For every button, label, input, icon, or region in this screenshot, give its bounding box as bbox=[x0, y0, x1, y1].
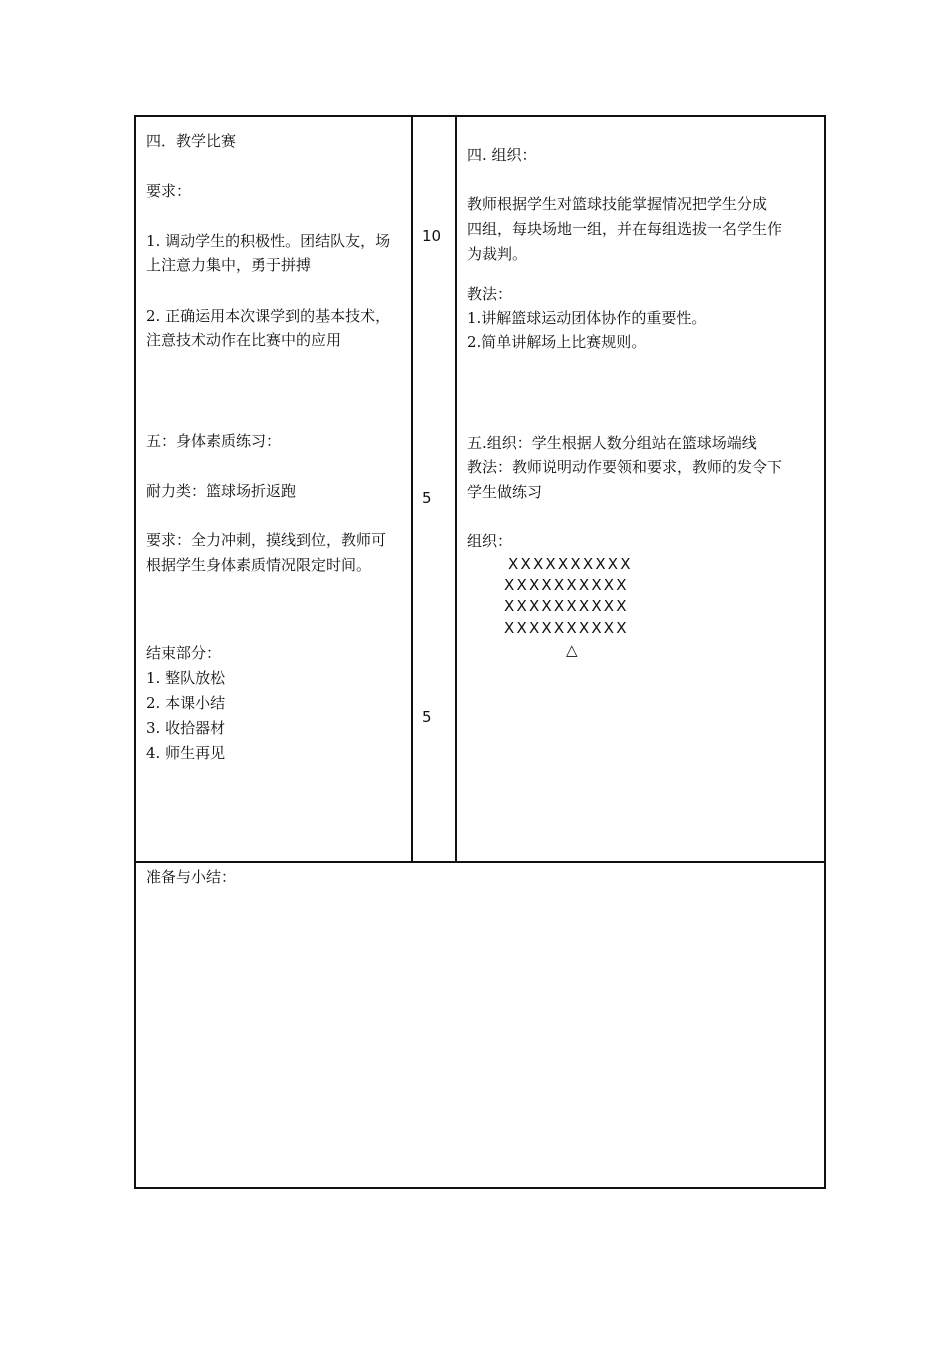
ending-item: 3. 收拾器材 bbox=[146, 719, 226, 737]
section4-point2-line2: 注意技术动作在比赛中的应用 bbox=[146, 331, 342, 349]
ending-item: 1. 整队放松 bbox=[146, 669, 226, 687]
method-line2: 2.简单讲解场上比赛规则。 bbox=[467, 333, 647, 351]
column-divider-1 bbox=[411, 115, 413, 863]
time-section4: 10 bbox=[422, 227, 442, 245]
section4-title: 四．教学比赛 bbox=[146, 132, 237, 150]
section4-point1-line1: 1. 调动学生的积极性。团结队友，场 bbox=[146, 232, 391, 250]
section5-exercise-type: 耐力类：篮球场折返跑 bbox=[146, 482, 297, 500]
formation-label: 组织： bbox=[467, 532, 513, 550]
time-section5: 5 bbox=[422, 489, 432, 507]
summary-title: 准备与小结： bbox=[146, 868, 237, 886]
section5-requirement-line1: 要求：全力冲刺，摸线到位，教师可 bbox=[146, 531, 387, 549]
method-line1: 1.讲解篮球运动团体协作的重要性。 bbox=[467, 309, 707, 327]
formation-row: XXXXXXXXXX bbox=[504, 597, 629, 615]
formation-row: XXXXXXXXXX bbox=[508, 555, 633, 573]
org4-line1: 教师根据学生对篮球技能掌握情况把学生分成 bbox=[467, 195, 768, 213]
section5-title: 五：身体素质练习： bbox=[146, 432, 282, 450]
org4-title: 四. 组织： bbox=[467, 146, 537, 164]
section4-point2-line1: 2. 正确运用本次课学到的基本技术， bbox=[146, 307, 391, 325]
formation-row: XXXXXXXXXX bbox=[504, 619, 629, 637]
method-title: 教法： bbox=[467, 285, 513, 303]
org4-line3: 为裁判。 bbox=[467, 245, 528, 263]
column-divider-2 bbox=[455, 115, 457, 863]
section4-point1-line2: 上注意力集中，勇于拼搏 bbox=[146, 256, 312, 274]
teacher-triangle-icon: △ bbox=[566, 641, 578, 659]
ending-item: 2. 本课小结 bbox=[146, 694, 226, 712]
org5-line3: 学生做练习 bbox=[467, 483, 543, 501]
formation-row: XXXXXXXXXX bbox=[504, 576, 629, 594]
ending-item: 4. 师生再见 bbox=[146, 744, 226, 762]
org5-line1: 五.组织：学生根据人数分组站在篮球场端线 bbox=[467, 434, 757, 452]
row-divider bbox=[134, 861, 826, 863]
section5-requirement-line2: 根据学生身体素质情况限定时间。 bbox=[146, 556, 372, 574]
section4-requirement-label: 要求： bbox=[146, 182, 192, 200]
time-ending: 5 bbox=[422, 708, 432, 726]
org4-line2: 四组，每块场地一组，并在每组选拔一名学生作 bbox=[467, 220, 783, 238]
org5-line2: 教法：教师说明动作要领和要求，教师的发令下 bbox=[467, 458, 783, 476]
ending-title: 结束部分： bbox=[146, 644, 222, 662]
